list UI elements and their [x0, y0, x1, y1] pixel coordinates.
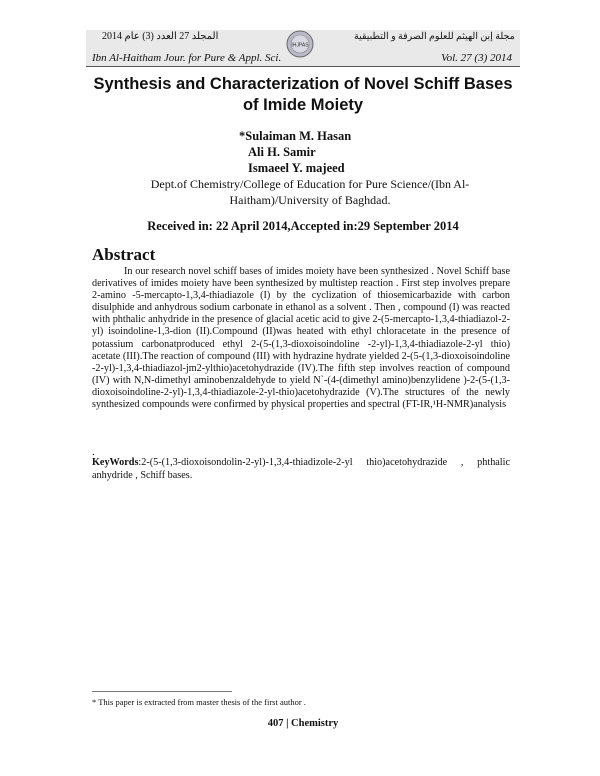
- author-2: Ali H. Samir: [248, 145, 316, 159]
- footnote-divider: [92, 691, 232, 692]
- footnote: * This paper is extracted from master thesis of the first author .: [92, 697, 306, 707]
- author-1: *Sulaiman M. Hasan: [239, 129, 352, 143]
- header-volume: Vol. 27 (3) 2014: [441, 52, 512, 64]
- page-footer: 407 | Chemistry: [267, 718, 339, 729]
- abstract-heading: Abstract: [92, 245, 156, 264]
- received-dates: Received in: 22 April 2014,Accepted in:29 September 2014: [147, 219, 459, 233]
- header-journal-english: Ibn Al-Haitham Jour. for Pure & Appl. Sci.: [92, 52, 282, 64]
- keywords-label: KeyWords: [92, 457, 139, 468]
- header-journal-arabic: مجلة إبن الهيثم للعلوم الصرفة و التطبيقية: [354, 32, 515, 42]
- affiliation: Dept.of Chemistry/College of Education for Pure Science/(Ibn Al-Haitham)/University of Baghdad.: [150, 177, 470, 207]
- paper-title: Synthesis and Characterization of Novel Schiff Bases of Imide Moiety: [93, 75, 513, 114]
- keywords: [92, 456, 510, 482]
- logo-text: IHJPAS: [291, 42, 309, 49]
- journal-logo: [285, 29, 315, 59]
- keywords-text: :2-(5-(1,3-dioxoisondolin-2-yl)-1,3,4-thiadizole-2-yl thio)acetohydrazide , phthalic anhydride , Schiff bases.: [92, 457, 510, 481]
- header-divider: [86, 66, 520, 67]
- header-date-arabic: المجلد 27 العدد (3) عام 2014: [102, 31, 219, 42]
- author-3: Ismaeel Y. majeed: [248, 161, 345, 175]
- abstract-text: In our research novel schiff bases of imides moiety have been synthesized . Novel Schiff base derivatives of imides moiety have been synthesized by multistep reaction . First step involves prepare 2-amino -5-mercapto-1,3,4-thiadiazole (I) by the cyclization of thiosemicarbazide with carbon disulphide and anhydrous sodium carbonate in ethanol as a solvent . Then , compound (I) was reacted with phthalic anhydride in the presence of glacial acetic acid to give 2-(5-mercapto-1,3,4-thiadiazol-2-yl) isoindoline-1,3-dion (II).Compound (II)was heated with ethyl chloracetate in the presence of potassium carbonatproduced ethyl 2-(5-(1,3-dioxoisoindoline -2-yl)-1,3,4-thiadiazole-2-yl thio) acetate (III).The reaction of compound (III) with hydrazine hydrate yielded 2-(5-(1,3-dioxoisoindoline -2-yl)-1,3,4-thiadiazol-jm2-ylthio)acetohydrazide (IV).The fifth step involves reaction of compound (IV) with N,N-dimethyl aminobenzaldehyde to yield N`-(4-(dimethyl amino)benzylidene )-2-(5-(1,3-dioxoisoindoline-2-yl)-1,3,4-thiadiazole-2-yl-thio)acetohydrazide (V).The structures of the newly synthesized compounds were confirmed by physical properties and spectral (FT-IR,¹H-NMR)analysis: [92, 266, 510, 411]
- abstract-trailing-dot: .: [92, 446, 95, 458]
